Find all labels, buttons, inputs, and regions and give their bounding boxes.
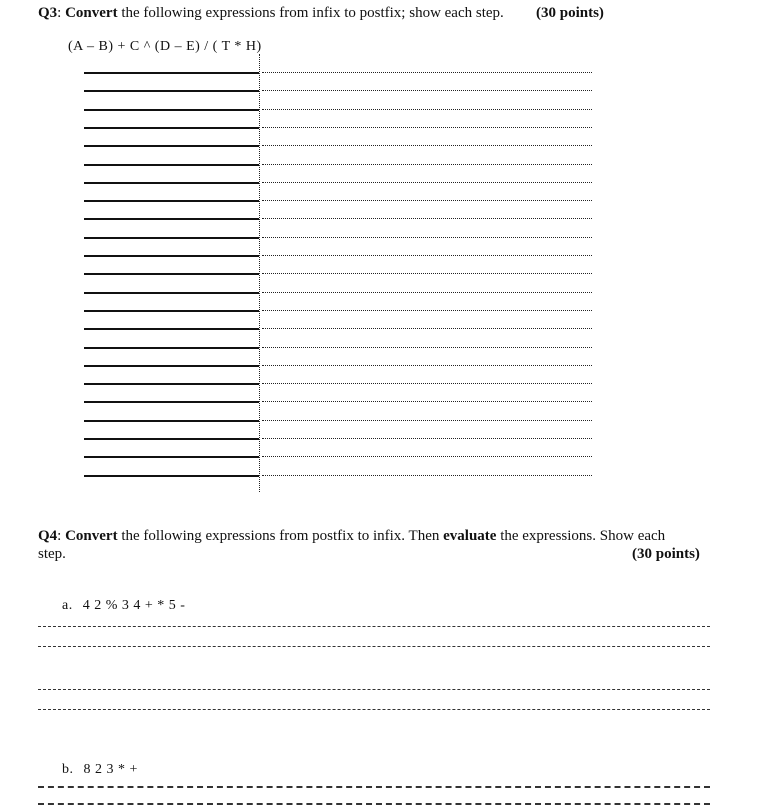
work-line-left — [84, 401, 259, 403]
work-line-left — [84, 475, 259, 477]
work-line-left — [84, 255, 259, 257]
work-line-right — [262, 347, 592, 348]
q4-verb2: evaluate — [443, 528, 497, 544]
work-line-left — [84, 328, 259, 330]
work-line-right — [262, 145, 592, 146]
q3-verb: Convert — [65, 5, 118, 21]
q4-instructions-end: the expressions. Show each — [496, 528, 666, 544]
answer-line — [38, 709, 710, 710]
work-line-left — [84, 456, 259, 458]
work-line-right — [262, 438, 592, 439]
q4-a-label: a. — [62, 598, 73, 613]
work-line-right — [262, 255, 592, 256]
work-line-left — [84, 164, 259, 166]
work-line-left — [84, 127, 259, 129]
work-line-right — [262, 109, 592, 110]
column-divider — [259, 54, 260, 492]
q4-heading — [38, 528, 665, 545]
work-line-left — [84, 310, 259, 312]
work-line-left — [84, 237, 259, 239]
q4-part-a — [62, 598, 185, 614]
work-line-right — [262, 218, 592, 219]
q4-b-expression: 8 2 3 * + — [83, 762, 138, 777]
answer-line — [38, 689, 710, 690]
work-line-right — [262, 401, 592, 402]
q3-number: Q3 — [38, 5, 58, 21]
q4-points: (30 points) — [632, 546, 700, 562]
work-line-right — [262, 328, 592, 329]
answer-line — [38, 786, 710, 788]
work-line-left — [84, 109, 259, 111]
q4-verb: Convert — [65, 528, 118, 544]
q4-heading-cont: step. — [38, 546, 66, 562]
work-line-right — [262, 127, 592, 128]
work-line-right — [262, 365, 592, 366]
q4-number: Q4 — [38, 528, 58, 544]
q4-sep: : — [57, 528, 66, 544]
q3-instructions: the following expressions from infix to postfix; show each step. — [117, 5, 504, 21]
work-line-left — [84, 273, 259, 275]
q4-instructions: the following expressions from postfix to infix. Then — [117, 528, 444, 544]
work-line-left — [84, 347, 259, 349]
work-line-right — [262, 182, 592, 183]
answer-line — [38, 803, 710, 805]
answer-line — [38, 626, 710, 627]
work-line-left — [84, 182, 259, 184]
q3-points: (30 points) — [536, 5, 604, 21]
q4-a-expression: 4 2 % 3 4 + * 5 - — [82, 598, 186, 613]
q4-b-label: b. — [62, 762, 74, 777]
work-line-right — [262, 310, 592, 311]
work-line-right — [262, 456, 592, 457]
work-line-right — [262, 200, 592, 201]
work-line-right — [262, 383, 592, 384]
work-line-left — [84, 218, 259, 220]
q3-sep: : — [57, 5, 66, 21]
work-line-right — [262, 164, 592, 165]
work-line-left — [84, 145, 259, 147]
work-line-left — [84, 420, 259, 422]
q4-part-b — [62, 762, 138, 778]
work-line-left — [84, 72, 259, 74]
work-line-left — [84, 383, 259, 385]
q3-heading — [38, 5, 504, 22]
work-line-left — [84, 292, 259, 294]
work-line-right — [262, 90, 592, 91]
answer-line — [38, 646, 710, 647]
work-line-left — [84, 200, 259, 202]
work-line-right — [262, 475, 592, 476]
work-line-right — [262, 273, 592, 274]
work-line-left — [84, 365, 259, 367]
work-line-left — [84, 438, 259, 440]
work-line-right — [262, 72, 592, 73]
work-line-right — [262, 237, 592, 238]
q3-expression: (A – B) + C ^ (D – E) / ( T * H) — [68, 39, 262, 54]
work-line-left — [84, 90, 259, 92]
work-line-right — [262, 292, 592, 293]
work-line-right — [262, 420, 592, 421]
